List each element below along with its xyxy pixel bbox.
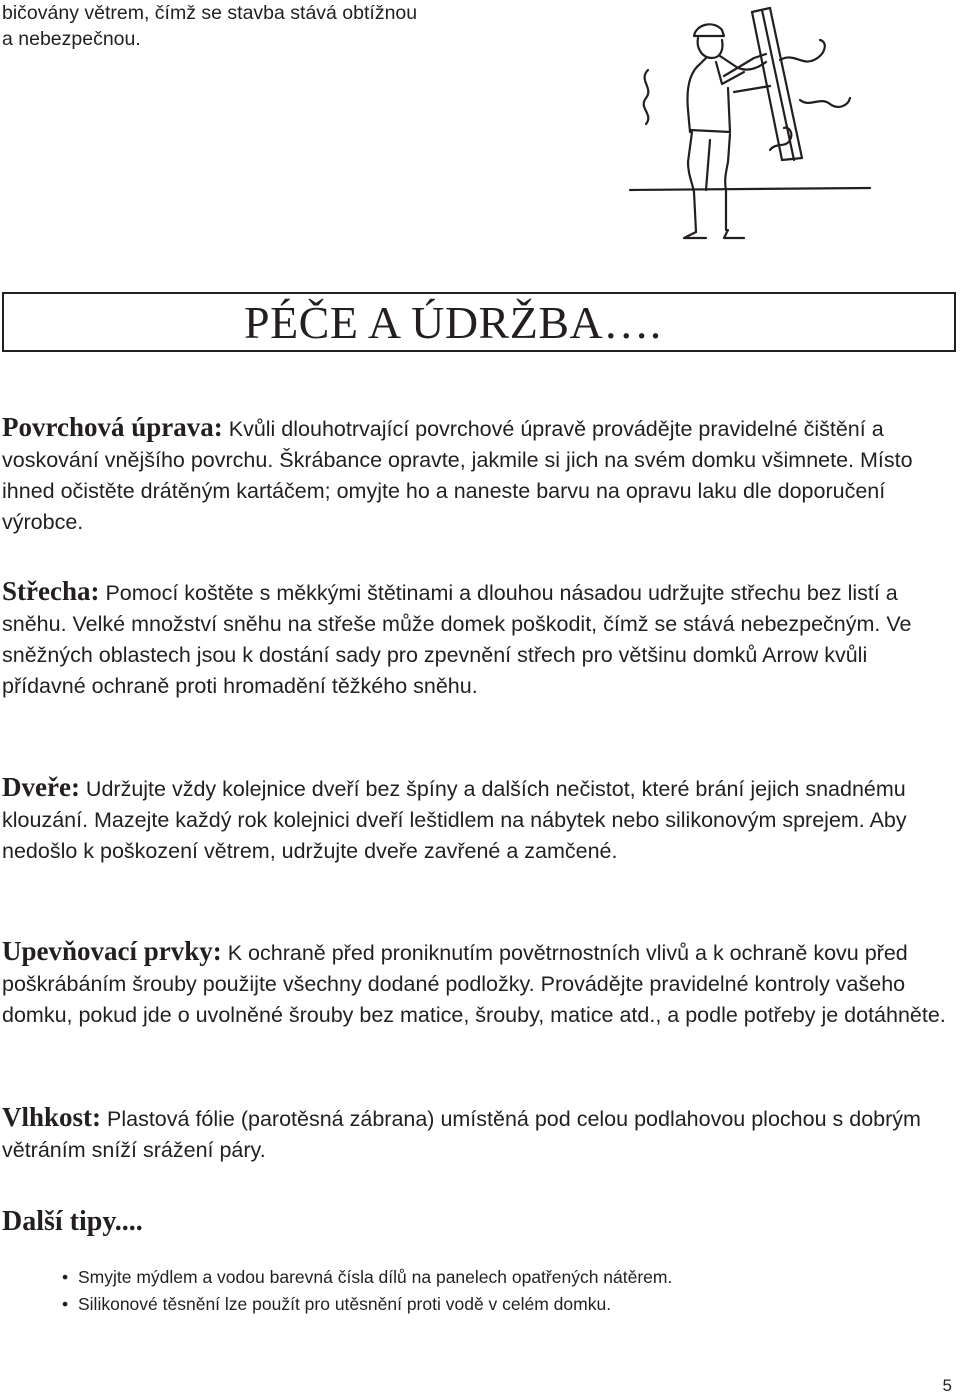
tips-heading: Další tipy.... — [2, 1206, 143, 1237]
roof-paragraph — [2, 576, 952, 702]
tip-item: • Silikonové těsnění lze použít pro utěsnění proti vodě v celém domku. — [62, 1291, 672, 1318]
roof-text: Pomocí koštěte s měkkými štětinami a dlouhou násadou udržujte střechu bez listí a sněhu. Velké množství sněhu na střeše může domek poškodit, čímž se stává nebezpečným. Ve sněžných oblastech jsou k dostání sady pro zpevnění střech pro většinu domků Arrow kvůli přídavné ochraně proti hromadění těžkého sněhu. — [2, 581, 912, 698]
tip-item: • Smyjte mýdlem a vodou barevná čísla dílů na panelech opatřených nátěrem. — [62, 1264, 672, 1291]
page-number: 5 — [942, 1376, 952, 1395]
doors-paragraph — [2, 772, 952, 867]
surface-heading: Povrchová úprava: — [2, 412, 223, 442]
surface-text: Kvůli dlouhotrvající povrchové úpravě provádějte pravidelné čištění a voskování vnějšího povrchu. Škrábance opravte, jakmile si jich na svém domku všimnete. Místo ihned očistěte drátěným kartáčem; omyjte ho a naneste barvu na opravu laku dle doporučení výrobce. — [2, 417, 913, 534]
intro-tail-text: bičovány větrem, čímž se stavba stává obtížnou a nebezpečnou. — [2, 2, 418, 50]
worker-holding-panel-in-wind-illustration — [620, 0, 880, 250]
humidity-heading: Vlhkost: — [2, 1102, 102, 1132]
tips-list — [62, 1264, 672, 1318]
humidity-paragraph — [2, 1102, 952, 1166]
fasteners-paragraph — [2, 936, 952, 1031]
doors-heading: Dveře: — [2, 772, 80, 802]
surface-paragraph — [2, 412, 952, 538]
fasteners-text: K ochraně před proniknutím povětrnostních vlivů a k ochraně kovu před poškrábáním šrouby použijte všechny dodané podložky. Provádějte pravidelné kontroly vašeho domku, pokud jde o uvolněné šrouby bez matice, šrouby, matice atd., a podle potřeby je dotáhněte. — [2, 941, 946, 1027]
roof-heading: Střecha: — [2, 576, 100, 606]
section-title: PÉČE A ÚDRŽBA…. — [244, 297, 662, 348]
doors-text: Udržujte vždy kolejnice dveří bez špíny a dalších nečistot, které brání jejich snadnému klouzání. Mazejte každý rok kolejnici dveří leštidlem na nábytek nebo silikonovým sprejem. Aby nedošlo k poškození větrem, udržujte dveře zavřené a zamčené. — [2, 777, 907, 863]
section-title-box — [2, 292, 956, 352]
humidity-text: Plastová fólie (parotěsná zábrana) umístěná pod celou podlahovou plochou s dobrým větráním sníží srážení páry. — [2, 1107, 921, 1162]
fasteners-heading: Upevňovací prvky: — [2, 936, 222, 966]
